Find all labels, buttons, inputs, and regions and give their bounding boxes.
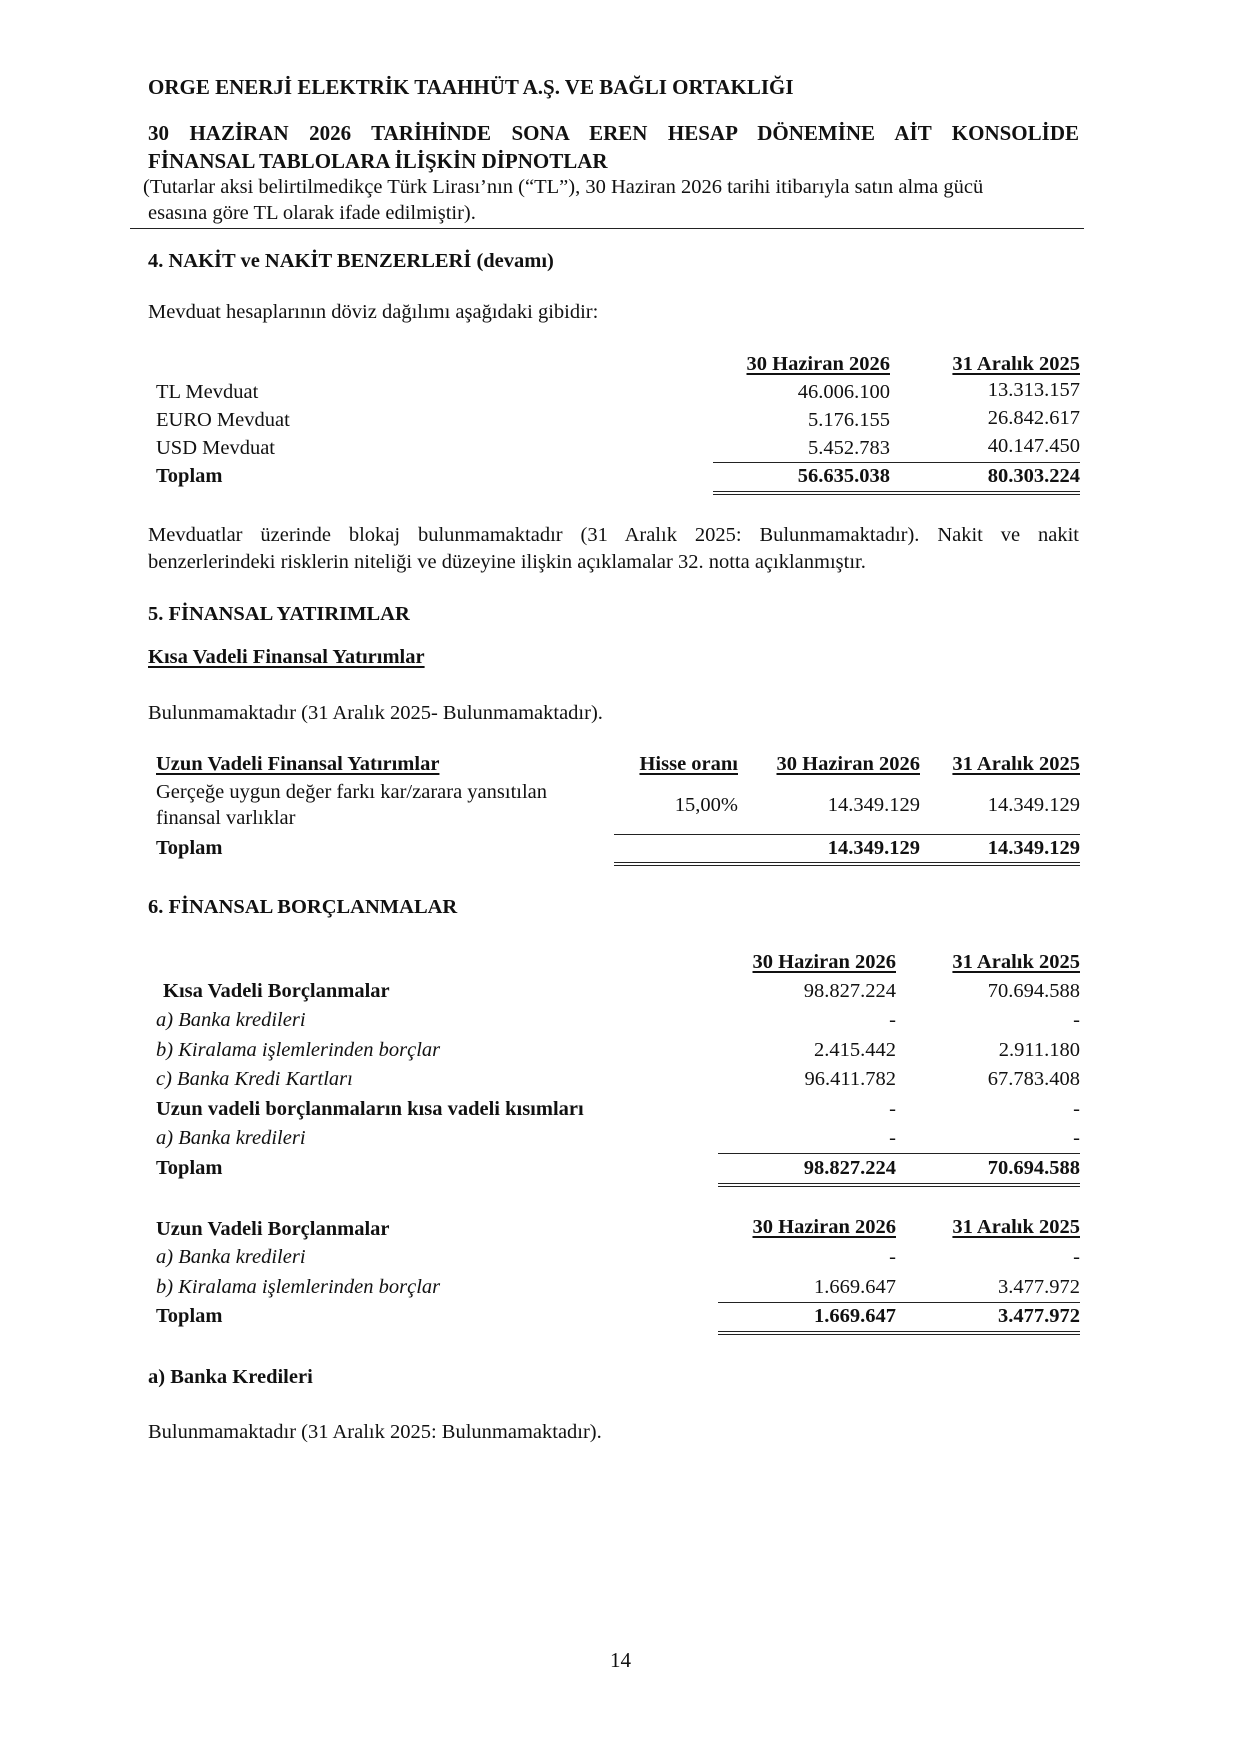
deposit-row-v1: 46.006.100 [797, 381, 890, 403]
section6-heading: 6. FİNANSAL BORÇLANMALAR [148, 896, 458, 918]
borrowing-row-v1: - [889, 1127, 896, 1149]
company-name: ORGE ENERJİ ELEKTRİK TAAHHÜT A.Ş. VE BAĞLI ORTAKLIĞI [148, 75, 794, 99]
section4-intro: Mevduat hesaplarının döviz dağılımı aşağıdaki gibidir: [148, 301, 599, 323]
deposit-total-v2: 80.303.224 [987, 465, 1080, 487]
deposit-row-label: EURO Mevduat [156, 409, 290, 431]
long-term-total-label: Toplam [156, 1305, 223, 1327]
section4-note-line2: benzerlerindeki risklerin niteliği ve düzeyine ilişkin açıklamalar 32. notta açıklanmıştır. [148, 551, 866, 573]
borrowings-col2-header: 31 Aralık 2025 [952, 951, 1080, 973]
borrowing-row-v2: 3.477.972 [998, 1276, 1080, 1298]
long-term-col2-header: 31 Aralık 2025 [952, 1216, 1080, 1238]
borrowing-row-v2: 2.911.180 [998, 1039, 1080, 1061]
deposit-row-v1: 5.452.783 [808, 437, 890, 459]
short-term-investments-text: Bulunmamaktadır (31 Aralık 2025- Bulunmamaktadır). [148, 702, 603, 724]
borrowing-row-v2: 67.783.408 [987, 1068, 1080, 1090]
long-term-total-double-rule [718, 1331, 1080, 1335]
borrowing-row-label: b) Kiralama işlemlerinden borçlar [156, 1039, 441, 1061]
investment-row-label-line2: finansal varlıklar [156, 807, 296, 829]
section5-heading: 5. FİNANSAL YATIRIMLAR [148, 603, 410, 625]
section4-heading: 4. NAKİT ve NAKİT BENZERLERİ (devamı) [148, 250, 554, 272]
deposit-col1-header: 30 Haziran 2026 [746, 353, 890, 375]
borrowing-row-label: a) Banka kredileri [156, 1009, 306, 1031]
short-term-total-v1: 98.827.224 [803, 1157, 896, 1179]
deposit-total-rule [713, 462, 1080, 463]
short-term-borrowings-v1: 98.827.224 [803, 980, 896, 1002]
header-divider [130, 228, 1084, 229]
investment-row-label-line1: Gerçeğe uygun değer farkı kar/zarara yansıtılan [156, 781, 548, 803]
currency-note-line2: esasına göre TL olarak ifade edilmiştir). [148, 202, 476, 224]
deposit-total-v1: 56.635.038 [797, 465, 890, 487]
current-portion-v1: - [889, 1098, 896, 1120]
current-portion-v2: - [1073, 1098, 1080, 1120]
long-term-col1-header: 30 Haziran 2026 [752, 1216, 896, 1238]
borrowing-row-label: a) Banka kredileri [156, 1246, 306, 1268]
borrowing-row-v1: 1.669.647 [814, 1276, 896, 1298]
deposit-row-v2: 40.147.450 [987, 435, 1080, 457]
borrowing-row-v2: - [1073, 1009, 1080, 1031]
investments-total-rule [614, 834, 1080, 835]
borrowing-row-v1: - [889, 1009, 896, 1031]
deposit-row-v2: 13.313.157 [987, 379, 1080, 401]
borrowing-row-v2: - [1073, 1127, 1080, 1149]
bank-loans-heading: a) Banka Kredileri [148, 1366, 313, 1388]
investments-total-label: Toplam [156, 837, 223, 859]
short-term-total-double-rule [718, 1183, 1080, 1187]
deposit-col2-header: 31 Aralık 2025 [952, 353, 1080, 375]
borrowing-row-v1: - [889, 1246, 896, 1268]
short-term-total-v2: 70.694.588 [987, 1157, 1080, 1179]
deposit-row-label: USD Mevduat [156, 437, 276, 459]
bank-loans-text: Bulunmamaktadır (31 Aralık 2025: Bulunmamaktadır). [148, 1421, 602, 1443]
investments-col1-header: 30 Haziran 2026 [776, 753, 920, 775]
document-title-line2: FİNANSAL TABLOLARA İLİŞKİN DİPNOTLAR [148, 149, 608, 173]
long-term-total-rule [718, 1302, 1080, 1303]
section4-note-line1: Mevduatlar üzerinde blokaj bulunmamaktadır (31 Aralık 2025: Bulunmamaktadır). Nakit ve nakit [148, 524, 1079, 546]
long-term-borrowings-title: Uzun Vadeli Borçlanmalar [156, 1218, 390, 1240]
short-term-borrowings-title: Kısa Vadeli Borçlanmalar [163, 980, 390, 1002]
borrowing-row-label: c) Banka Kredi Kartları [156, 1068, 353, 1090]
currency-note-line1: (Tutarlar aksi belirtilmedikçe Türk Lirası’nın (“TL”), 30 Haziran 2026 tarihi itibarıyla satın alma gücü [143, 176, 984, 198]
investments-total-double-rule [614, 862, 1080, 866]
investment-row-v1: 14.349.129 [827, 794, 920, 816]
short-term-total-rule [718, 1153, 1080, 1154]
investment-row-v2: 14.349.129 [987, 794, 1080, 816]
long-term-total-v1: 1.669.647 [814, 1305, 896, 1327]
deposit-row-label: TL Mevduat [156, 381, 259, 403]
share-ratio-header: Hisse oranı [639, 753, 738, 775]
short-term-investments-heading: Kısa Vadeli Finansal Yatırımlar [148, 646, 425, 668]
current-portion-long-term-title: Uzun vadeli borçlanmaların kısa vadeli kısımları [156, 1098, 584, 1120]
borrowing-row-label: a) Banka kredileri [156, 1127, 306, 1149]
long-term-investments-heading: Uzun Vadeli Finansal Yatırımlar [156, 753, 440, 775]
document-title-line1: 30 HAZİRAN 2026 TARİHİNDE SONA EREN HESAP DÖNEMİNE AİT KONSOLİDE [148, 121, 1079, 145]
investments-col2-header: 31 Aralık 2025 [952, 753, 1080, 775]
investment-row-share: 15,00% [674, 794, 738, 816]
borrowings-col1-header: 30 Haziran 2026 [752, 951, 896, 973]
borrowing-row-v1: 96.411.782 [804, 1068, 896, 1090]
long-term-total-v2: 3.477.972 [998, 1305, 1080, 1327]
investments-total-v2: 14.349.129 [987, 837, 1080, 859]
deposit-total-double-rule [713, 491, 1080, 495]
borrowing-row-v2: - [1073, 1246, 1080, 1268]
investments-total-v1: 14.349.129 [827, 837, 920, 859]
borrowing-row-label: b) Kiralama işlemlerinden borçlar [156, 1276, 441, 1298]
deposit-row-v2: 26.842.617 [987, 407, 1080, 429]
deposit-total-label: Toplam [156, 465, 223, 487]
borrowing-row-v1: 2.415.442 [814, 1039, 896, 1061]
deposit-row-v1: 5.176.155 [808, 409, 890, 431]
page-number: 14 [610, 1648, 631, 1672]
short-term-borrowings-v2: 70.694.588 [987, 980, 1080, 1002]
short-term-total-label: Toplam [156, 1157, 223, 1179]
